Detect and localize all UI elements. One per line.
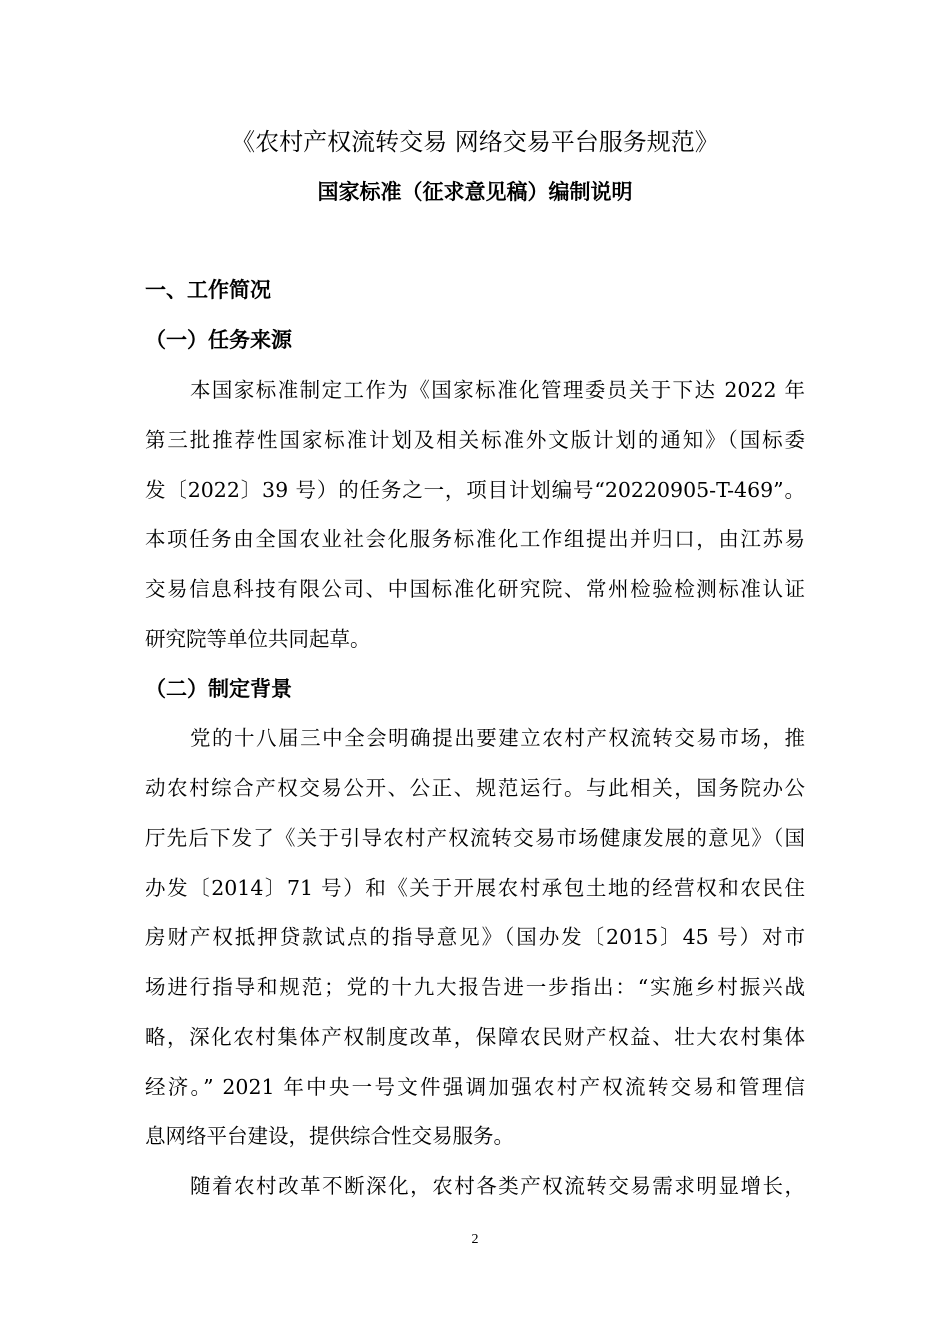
section-heading-work-overview: 一、工作简况 <box>145 278 271 302</box>
paragraph-line: 略，深化农村集体产权制度改革，保障农民财产权益、壮大农村集体 <box>145 1025 805 1049</box>
paragraph-line: 发〔2022〕39 号）的任务之一，项目计划编号“20220905-T-469”。 <box>145 478 805 502</box>
paragraph-line: 本项任务由全国农业社会化服务标准化工作组提出并归口，由江苏易 <box>145 527 805 551</box>
paragraph-line: 经济。” 2021 年中央一号文件强调加强农村产权流转交易和管理信 <box>145 1075 805 1099</box>
paragraph-line: 场进行指导和规范；党的十九大报告进一步指出：“实施乡村振兴战 <box>145 975 805 999</box>
paragraph-line: 息网络平台建设，提供综合性交易服务。 <box>145 1124 514 1148</box>
paragraph-line: 厅先后下发了《关于引导农村产权流转交易市场健康发展的意见》（国 <box>145 826 805 850</box>
document-subtitle: 国家标准（征求意见稿）编制说明 <box>317 180 633 204</box>
paragraph-line: 办发〔2014〕71 号）和《关于开展农村承包土地的经营权和农民住 <box>145 876 805 900</box>
paragraph-line: 房财产权抵押贷款试点的指导意见》（国办发〔2015〕45 号）对市 <box>145 925 805 949</box>
document-title: 《农村产权流转交易 网络交易平台服务规范》 <box>231 128 719 156</box>
paragraph-line: 动农村综合产权交易公开、公正、规范运行。与此相关，国务院办公 <box>145 776 805 800</box>
subsection-heading-task-source: （一）任务来源 <box>145 328 292 352</box>
page-number: 2 <box>471 1232 479 1247</box>
paragraph-line: 随着农村改革不断深化，农村各类产权流转交易需求明显增长， <box>190 1174 805 1198</box>
paragraph-line: 研究院等单位共同起草。 <box>145 627 371 651</box>
paragraph-line: 本国家标准制定工作为《国家标准化管理委员关于下达 2022 年 <box>190 378 805 402</box>
paragraph-line: 党的十八届三中全会明确提出要建立农村产权流转交易市场，推 <box>190 726 805 750</box>
paragraph-line: 交易信息科技有限公司、中国标准化研究院、常州检验检测标准认证 <box>145 577 805 601</box>
subsection-heading-background: （二）制定背景 <box>145 677 292 701</box>
paragraph-line: 第三批推荐性国家标准计划及相关标准外文版计划的通知》（国标委 <box>145 428 805 452</box>
